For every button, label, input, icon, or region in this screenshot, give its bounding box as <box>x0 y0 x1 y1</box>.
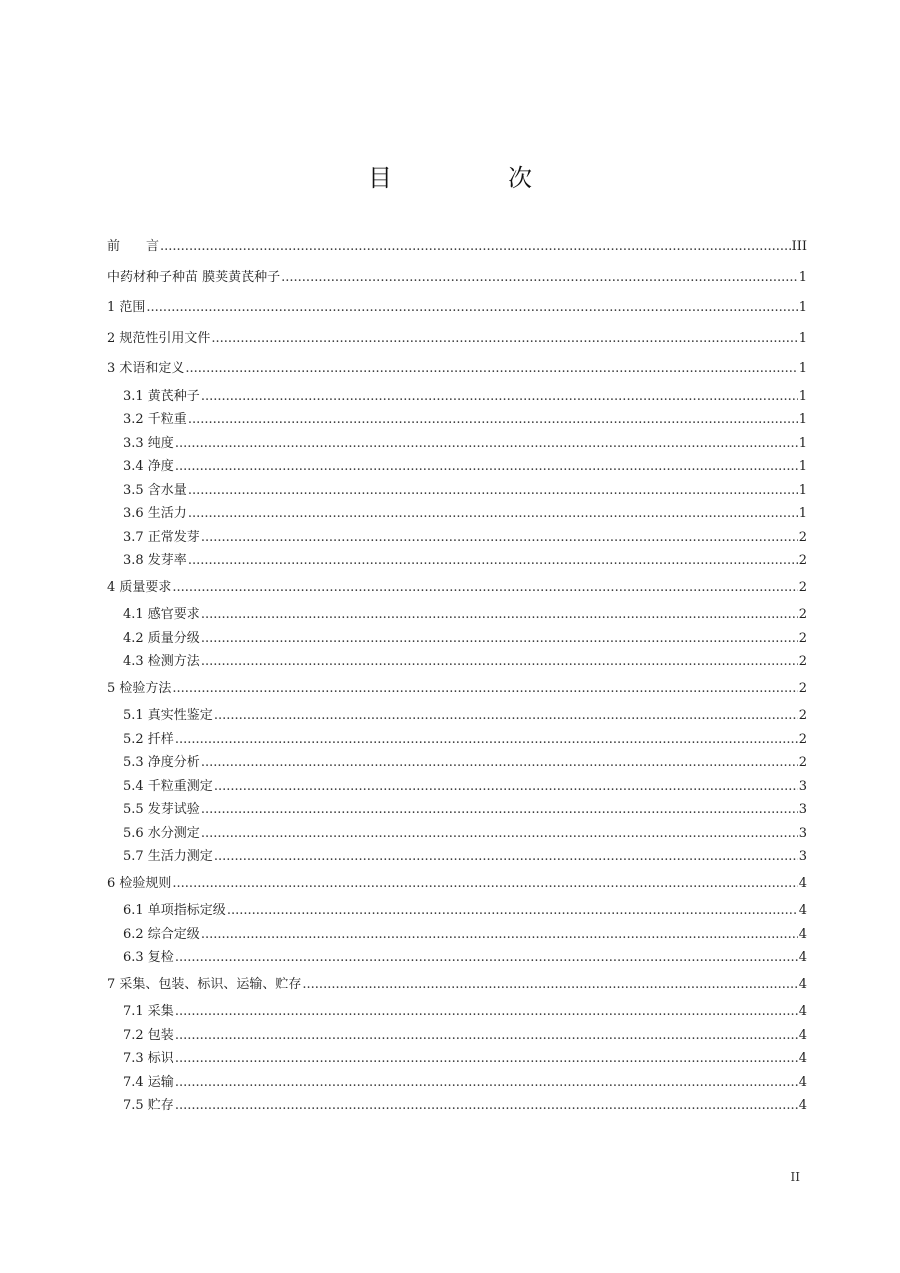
toc-entry-page: 1 <box>798 412 807 427</box>
toc-leader-dots <box>160 232 791 263</box>
toc-entry-label: 6.3 复检 <box>123 950 174 965</box>
toc-entry[interactable] <box>107 603 807 627</box>
toc-entry-page: 4 <box>798 1004 807 1019</box>
toc-entry-page: 2 <box>798 731 807 747</box>
toc-entry-label: 2 规范性引用文件 <box>107 330 211 346</box>
toc-entry[interactable] <box>107 1071 807 1095</box>
page-number: II <box>790 1170 800 1184</box>
toc-entry[interactable] <box>107 1094 807 1118</box>
toc-entry[interactable] <box>107 775 807 799</box>
toc-entry-label: 3.8 发芽率 <box>123 553 187 568</box>
toc-leader-dots <box>227 899 798 923</box>
toc-entry-page: 3 <box>798 849 807 864</box>
toc-entry[interactable] <box>107 293 807 324</box>
toc-leader-dots <box>175 1024 798 1048</box>
toc-entry-label: 5.1 真实性鉴定 <box>123 708 213 723</box>
toc-entry-page: 1 <box>798 506 807 521</box>
toc-leader-dots <box>302 970 797 1001</box>
toc-entry[interactable] <box>107 526 807 550</box>
toc-entry-page: 4 <box>798 903 807 918</box>
toc-leader-dots <box>214 704 798 728</box>
toc-leader-dots <box>185 354 797 385</box>
toc-leader-dots <box>172 674 797 705</box>
toc-entry-label: 7.3 标识 <box>123 1051 174 1066</box>
table-of-contents <box>107 232 807 1118</box>
toc-entry-page: 2 <box>798 708 807 723</box>
toc-entry-page: 4 <box>798 1027 807 1043</box>
toc-entry[interactable] <box>107 1000 807 1024</box>
toc-entry-label: 中药材种子种苗 膜荚黄芪种子 <box>107 269 281 285</box>
toc-leader-dots <box>201 923 798 947</box>
toc-entry[interactable] <box>107 1024 807 1048</box>
toc-entry-page: 1 <box>798 435 807 451</box>
toc-entry[interactable] <box>107 822 807 846</box>
toc-entry[interactable] <box>107 408 807 432</box>
toc-entry-label: 4.3 检测方法 <box>123 654 200 669</box>
toc-entry-label: 5.2 扦样 <box>123 731 174 747</box>
toc-leader-dots <box>175 432 798 456</box>
toc-entry-label: 6 检验规则 <box>107 875 172 891</box>
toc-entry[interactable] <box>107 899 807 923</box>
toc-entry[interactable] <box>107 674 807 705</box>
toc-entry-label: 7 采集、包装、标识、运输、贮存 <box>107 976 302 992</box>
toc-entry[interactable] <box>107 432 807 456</box>
toc-entry[interactable] <box>107 479 807 503</box>
toc-entry[interactable] <box>107 798 807 822</box>
toc-leader-dots <box>175 1047 798 1071</box>
toc-entry-label: 6.1 单项指标定级 <box>123 903 226 918</box>
toc-leader-dots <box>201 822 798 846</box>
toc-leader-dots <box>172 869 797 900</box>
toc-leader-dots <box>201 650 798 674</box>
toc-entry-page: 1 <box>798 388 807 404</box>
toc-entry-label: 1 范围 <box>107 300 146 315</box>
toc-leader-dots <box>188 502 798 526</box>
toc-entry[interactable] <box>107 845 807 869</box>
toc-entry-label: 5.5 发芽试验 <box>123 802 200 817</box>
toc-entry-page: 1 <box>798 330 807 346</box>
toc-leader-dots <box>175 455 798 479</box>
toc-entry[interactable] <box>107 946 807 970</box>
toc-entry[interactable] <box>107 324 807 355</box>
toc-entry[interactable] <box>107 970 807 1001</box>
toc-leader-dots <box>201 603 798 627</box>
toc-entry-page: 3 <box>798 778 807 794</box>
toc-leader-dots <box>201 798 798 822</box>
toc-entry-label: 3.2 千粒重 <box>123 412 187 427</box>
toc-leader-dots <box>175 1000 798 1024</box>
toc-entry-label: 5.3 净度分析 <box>123 755 200 770</box>
toc-leader-dots <box>214 845 798 869</box>
toc-entry[interactable] <box>107 650 807 674</box>
toc-entry-page: 4 <box>798 976 807 992</box>
toc-entry-label: 5.4 千粒重测定 <box>123 778 213 794</box>
toc-leader-dots <box>201 751 798 775</box>
toc-entry[interactable] <box>107 704 807 728</box>
toc-entry-page: 1 <box>798 361 807 376</box>
toc-entry[interactable] <box>107 549 807 573</box>
toc-entry-label: 4 质量要求 <box>107 579 172 595</box>
toc-leader-dots <box>188 479 798 503</box>
toc-leader-dots <box>172 573 797 604</box>
toc-entry[interactable] <box>107 573 807 604</box>
toc-entry-label: 5.7 生活力测定 <box>123 849 213 864</box>
page-title: 目 次 <box>368 164 578 192</box>
toc-entry-label: 3.1 黄芪种子 <box>123 388 200 404</box>
toc-entry[interactable] <box>107 502 807 526</box>
toc-entry-page: 4 <box>798 1074 807 1090</box>
toc-entry-label: 3.7 正常发芽 <box>123 529 200 545</box>
toc-entry[interactable] <box>107 751 807 775</box>
toc-entry-page: 4 <box>798 950 807 965</box>
toc-entry[interactable] <box>107 354 807 385</box>
toc-entry[interactable] <box>107 869 807 900</box>
toc-leader-dots <box>281 263 798 294</box>
toc-entry-page: 3 <box>798 802 807 817</box>
toc-entry-page: 1 <box>798 269 807 285</box>
toc-entry-label: 4.2 质量分级 <box>123 630 200 646</box>
toc-entry-label: 5 检验方法 <box>107 680 172 696</box>
toc-entry-label: 7.4 运输 <box>123 1074 174 1090</box>
toc-entry-page: 4 <box>798 1098 807 1113</box>
toc-leader-dots <box>201 526 798 550</box>
toc-entry-page: 2 <box>798 680 807 696</box>
toc-entry[interactable] <box>107 385 807 409</box>
toc-leader-dots <box>211 324 797 355</box>
toc-entry-page: 2 <box>798 654 807 669</box>
toc-entry-label: 3.6 生活力 <box>123 506 187 521</box>
toc-entry-page: 3 <box>798 825 807 841</box>
toc-entry-label: 3 术语和定义 <box>107 361 185 376</box>
toc-entry-page: 1 <box>798 459 807 474</box>
toc-leader-dots <box>175 728 798 752</box>
toc-entry[interactable] <box>107 923 807 947</box>
toc-leader-dots <box>201 627 798 651</box>
toc-entry-label: 7.2 包装 <box>123 1027 174 1043</box>
toc-leader-dots <box>175 1071 798 1095</box>
toc-leader-dots <box>175 946 798 970</box>
toc-entry[interactable] <box>107 263 807 294</box>
toc-entry[interactable] <box>107 728 807 752</box>
toc-entry-label: 7.1 采集 <box>123 1004 174 1019</box>
toc-entry-page: 4 <box>798 875 807 891</box>
toc-leader-dots <box>214 775 798 799</box>
toc-entry-page: 2 <box>798 607 807 622</box>
toc-entry-label: 3.3 纯度 <box>123 435 174 451</box>
toc-entry-page: 1 <box>798 300 807 315</box>
toc-entry-page: 1 <box>798 482 807 498</box>
toc-entry-label: 3.4 净度 <box>123 459 174 474</box>
toc-entry[interactable] <box>107 455 807 479</box>
toc-leader-dots <box>146 293 797 324</box>
toc-entry-label: 3.5 含水量 <box>123 482 187 498</box>
toc-leader-dots <box>188 408 798 432</box>
toc-leader-dots <box>175 1094 798 1118</box>
toc-entry-label: 7.5 贮存 <box>123 1098 174 1113</box>
toc-entry[interactable] <box>107 232 807 263</box>
toc-entry-label: 5.6 水分测定 <box>123 825 200 841</box>
toc-entry-page: 2 <box>798 529 807 545</box>
toc-entry[interactable] <box>107 627 807 651</box>
toc-leader-dots <box>201 385 798 409</box>
toc-entry-page: 2 <box>798 755 807 770</box>
toc-leader-dots <box>188 549 798 573</box>
toc-entry[interactable] <box>107 1047 807 1071</box>
toc-entry-page: 2 <box>798 630 807 646</box>
toc-entry-page: III <box>791 239 807 254</box>
toc-entry-label: 前 言 <box>107 239 160 254</box>
toc-entry-page: 4 <box>798 926 807 942</box>
toc-entry-label: 6.2 综合定级 <box>123 926 200 942</box>
toc-entry-page: 2 <box>798 579 807 595</box>
toc-entry-page: 2 <box>798 553 807 568</box>
toc-entry-page: 4 <box>798 1051 807 1066</box>
toc-entry-label: 4.1 感官要求 <box>123 607 200 622</box>
